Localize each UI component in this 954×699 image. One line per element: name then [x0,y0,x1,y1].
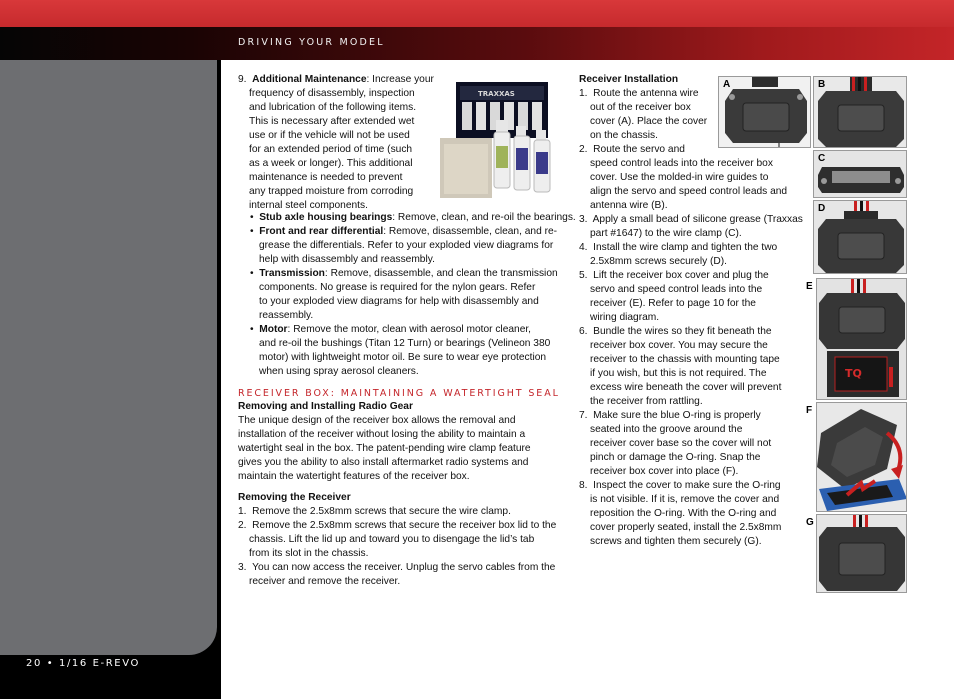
bullet-text: : Remove, clean, and re-oil the bearings. [392,212,576,223]
step-text: antenna wire (B). [590,200,668,211]
step-text: Remove the 2.5x8mm screws that secure the wire clamp. [252,506,511,517]
paragraph-line: The unique design of the receiver box allows the removal and [238,415,516,426]
bullet-text: grease the differentials. Refer to your exploded view diagrams for [259,240,554,251]
step-text: 2.5x8mm screws securely (D). [590,256,727,267]
step-text: is not visible. If it is, remove the cover and [590,494,780,505]
installation-title: Receiver Installation [579,74,679,85]
bullet-text: help with disassembly and reassembly. [259,254,435,265]
step-text: Make sure the blue O-ring is properly [593,410,761,421]
step-number: 4. [579,242,588,253]
figure-label: G [806,517,814,528]
figure-label: A [723,79,731,90]
bullet-text: and re-oil the bushings (Titan 12 Turn) or bearings (Velineon 380 [259,338,551,349]
step-text: if you wish, but this is not required. The [590,368,767,379]
step-text: receiver box cover into place (F). [590,466,739,477]
step-text: seated into the groove around the [590,424,743,435]
figure-d-photo [813,200,907,274]
install-step-3 [579,213,803,227]
step-number: 2. [238,520,247,531]
maintenance-line: for an extended period of time (such [249,144,413,155]
bullet-heading: Motor [259,324,288,335]
product-brand-label: TRAXXAS [478,90,515,98]
maintenance-bullets [250,211,576,379]
bullet-text: motor) with lightweight motor oil. Be sure to wear eye protection [259,352,547,363]
step-text: Route the antenna wire [593,88,699,99]
bullet-stub-axle: • Stub axle housing bearings: Remove, clean, and re-oil the bearings. [250,212,576,223]
maintenance-line: and lubrication of the following items. [249,102,417,113]
figure-c-photo [813,150,907,198]
step-text: on the chassis. [590,130,658,141]
figure-label: E [806,281,813,292]
step-text: cover. Use the molded-in wire guides to [590,172,769,183]
step-text: speed control leads into the receiver box [590,158,773,169]
figure-e-photo [816,278,907,400]
figure-f-photo [816,402,907,512]
figure-label: F [806,405,813,416]
item-number: 9. [238,74,247,85]
header-bar [0,27,954,60]
step-number: 3. [238,562,247,573]
bullet-motor: • Motor: Remove the motor, clean with aerosol motor cleaner, [250,324,532,335]
bullet-text: : Remove, disassemble, clean, and re- [383,226,558,237]
figure-g-photo [816,514,907,593]
step-text: align the servo and speed control leads and [590,186,788,197]
maintenance-line: frequency of disassembly, inspection [249,88,415,99]
step-text: excess wire beneath the cover will prevent [590,382,782,393]
step-text: Remove the 2.5x8mm screws that secure the receiver box lid to the [252,520,557,531]
step-text: out of the receiver box [590,102,691,113]
step-text: Inspect the cover to make sure the O-ring [593,480,781,491]
step-number: 5. [579,270,588,281]
maintenance-line: internal steel components. [249,200,368,211]
figure-label: D [818,203,826,214]
paragraph-line: gives you the ability to also install aftermarket radio systems and [238,457,529,468]
step-text: Bundle the wires so they fit beneath the [593,326,772,337]
step-number: 2. [579,144,588,155]
install-step-5 [579,269,803,283]
paragraph-line: watertight seal in the box. The patent-pending wire clamp feature [238,443,531,454]
maintenance-item [238,73,434,213]
step-text: Apply a small bead of silicone grease (Traxxas [590,214,803,225]
figure-label: B [818,79,826,90]
bullet-transmission: • Transmission: Remove, disassemble, and clean the transmission [250,268,558,279]
bullet-text: when using spray aerosol cleaners. [259,366,419,377]
maintenance-line: maintenance is needed to prevent [249,172,403,183]
step-number: 1. [579,88,588,99]
install-step-6 [579,325,803,339]
step-text: You can now access the receiver. Unplug the servo cables from the [252,562,556,573]
subheading-removing-installing: Removing and Installing Radio Gear [238,401,413,412]
step-text: Install the wire clamp and tighten the two [593,242,778,253]
step-text: Route the servo and [593,144,685,155]
step-number: 1. [238,506,247,517]
left-gray-panel [0,60,217,655]
paragraph-line: maintain the watertight features of the receiver box. [238,471,470,482]
maintenance-heading: Additional Maintenance [252,74,367,85]
bullet-heading: Stub axle housing bearings [259,212,393,223]
bullet-text: to your exploded view diagrams for help with disassembly and [259,296,539,307]
section-title-receiver-box: RECEIVER BOX: MAINTAINING A WATERTIGHT SEAL [238,388,560,399]
step-text: from its slot in the chassis. [249,548,369,559]
removing-step-2 [238,519,556,533]
removing-step-3 [238,561,556,575]
bullet-text: : Remove, disassemble, and clean the transmission [324,268,558,279]
step-text: reposition the O-ring. With the O-ring and [590,508,777,519]
step-text: receiver to the chassis with mounting tape [590,354,780,365]
bullet-heading: Transmission [259,268,325,279]
install-step-8 [579,479,803,493]
maintenance-line: use or if the vehicle will not be used [249,130,410,141]
receiver-box-body [238,400,531,484]
install-step-4 [579,241,803,255]
step-number: 8. [579,480,588,491]
header-title: DRIVING YOUR MODEL [238,37,385,48]
paragraph-line: installation of the receiver without losing the ability to maintain a [238,429,526,440]
step-text: receiver (E). Refer to page 10 for the [590,298,756,309]
maintenance-line: This is necessary after extended wet [249,116,415,127]
maintenance-line [238,73,434,87]
maintenance-heading-rest: : Increase your [366,74,434,85]
step-text: cover properly seated, install the 2.5x8mm [590,522,782,533]
step-text: Lift the receiver box cover and plug the [593,270,769,281]
step-text: cover (A). Place the cover [590,116,708,127]
removing-step-1 [238,505,556,519]
subheading-removing-receiver: Removing the Receiver [238,492,351,503]
step-number: 6. [579,326,588,337]
maintenance-product-photo [438,80,556,198]
bullet-text: : Remove the motor, clean with aerosol motor cleaner, [287,324,532,335]
step-text: chassis. Lift the lid up and toward you to disengage the lid’s tab [249,534,535,545]
step-number: 7. [579,410,588,421]
step-text: the receiver from rattling. [590,396,703,407]
step-text: receiver and remove the receiver. [249,576,401,587]
maintenance-line: any trapped moisture from corroding [249,186,414,197]
figure-a-photo [718,76,811,148]
step-text: screws and tighten them securely (G). [590,536,762,547]
step-text: receiver cover base so the cover will not [590,438,772,449]
maintenance-line: as a week or longer). This additional [249,158,413,169]
step-text: part #1647) to the wire clamp (C). [590,228,742,239]
step-text: pinch or damage the O-ring. Snap the [590,452,761,463]
receiver-label: TQ [845,367,862,380]
removing-receiver [238,491,556,589]
step-text: wiring diagram. [590,312,660,323]
bullet-differential: • Front and rear differential: Remove, disassemble, clean, and re- [250,226,558,237]
step-number: 3. [579,214,588,225]
step-text: receiver box cover. You may secure the [590,340,768,351]
figure-label: C [818,153,826,164]
step-text: servo and speed control leads into the [590,284,763,295]
bullet-text: reassembly. [259,310,314,321]
bullet-text: components. No grease is required for the nylon gears. Refer [259,282,536,293]
install-step-7 [579,409,803,423]
figure-b-photo [813,76,907,148]
bullet-heading: Front and rear differential [259,226,384,237]
page-footer: 20 • 1/16 E-REVO [26,658,140,669]
top-red-band [0,0,954,27]
